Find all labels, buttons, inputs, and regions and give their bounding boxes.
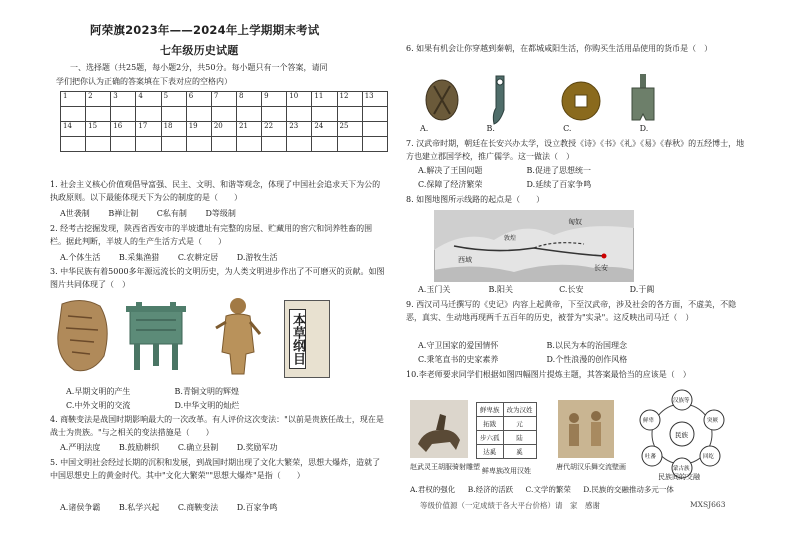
answer-cell[interactable]: 2 (86, 92, 111, 107)
caption-circle: 民族间的交融 (658, 473, 700, 481)
footer-text: 等级价值源（一定成绩于各大平台价格）请 家 感谢 (420, 501, 600, 510)
circle-node-label: 蒙古族 (673, 466, 690, 472)
answer-cell[interactable]: 9 (262, 92, 287, 107)
answer-blank[interactable] (111, 137, 136, 152)
q5-option-b[interactable]: B.私学兴起 (118, 503, 160, 512)
q8-options (418, 284, 670, 295)
surname-cell: 奚 (503, 445, 536, 459)
answer-blank[interactable] (287, 137, 312, 152)
caption-horse: 赵武灵王胡服骑射雕塑 (410, 463, 480, 471)
q7-option-a[interactable]: A.解决了王国问题 (418, 166, 483, 175)
answer-blank[interactable] (211, 107, 236, 122)
banliang-coin-image (560, 80, 602, 122)
map-label-changan: 长安 (594, 264, 608, 272)
answer-cell[interactable]: 13 (362, 92, 387, 107)
q8-option-a[interactable]: A.玉门关 (418, 285, 451, 294)
answer-blank[interactable] (61, 137, 86, 152)
answer-blank[interactable] (211, 137, 236, 152)
answer-cell[interactable]: 15 (86, 122, 111, 137)
answer-grid-row (61, 137, 388, 152)
answer-blank[interactable] (86, 137, 111, 152)
q9-option-d[interactable]: D.个性浪漫的创作风格 (546, 355, 628, 364)
q3-option-a[interactable]: A.早期文明的产生 (66, 387, 131, 396)
q6-option-b[interactable]: B. (486, 124, 495, 133)
map-label-xiongnu: 匈奴 (568, 218, 582, 226)
q7-options-row2 (418, 179, 607, 190)
spade-coin-image (628, 72, 658, 128)
statue-image (208, 294, 268, 378)
bone-inscription-image (52, 296, 114, 376)
caption-surname: 鲜卑族改用汉姓 (482, 467, 531, 475)
ethnic-circle-diagram (630, 388, 734, 480)
answer-cell[interactable]: 25 (337, 122, 362, 137)
answer-cell[interactable]: 3 (111, 92, 136, 107)
q5-option-c[interactable]: C.商鞅变法 (177, 503, 219, 512)
question-6: 6. 如果有机会让你穿越到秦朝，在都城咸阳生活，你购买生活用品使用的货币是（ ） (406, 44, 713, 53)
q8-option-c[interactable]: C.长安 (559, 285, 584, 294)
answer-blank[interactable] (236, 137, 261, 152)
question-5: 5. 中国文明社会经过长期的沉积和发展，到战国时期出现了文化大繁荣，思想大爆炸，造就了中国思想史上的黄金时代。其中"文化大繁荣""思想大爆炸"是指（ ） (50, 458, 381, 480)
q3-option-d[interactable]: D.中华文明的灿烂 (174, 401, 240, 410)
q4-option-d[interactable]: D.奖励军功 (236, 443, 278, 452)
surname-cell: 拓跋 (477, 417, 504, 431)
horse-statue-image (410, 400, 468, 458)
q6-options (420, 124, 664, 133)
q3-options-row2 (66, 400, 255, 411)
q4-option-a[interactable]: A.严明法度 (60, 443, 101, 452)
surname-cell: 陆 (503, 431, 536, 445)
question-10: 10.李老师要求同学们根据如图四幅图片提炼主题，其答案最恰当的应该是（ ） (406, 370, 691, 379)
answer-blank[interactable] (362, 107, 387, 122)
surname-cell: 改为汉姓 (503, 403, 536, 417)
q7-option-d[interactable]: D.延续了百家争鸣 (526, 180, 592, 189)
exam-code: MXSJ663 (690, 500, 726, 509)
answer-cell[interactable]: 16 (111, 122, 136, 137)
answer-blank[interactable] (337, 137, 362, 152)
answer-blank[interactable] (136, 137, 161, 152)
surname-cell: 步六孤 (477, 431, 504, 445)
exam-title: 阿荣旗2023年——2024年上学期期末考试 (90, 23, 320, 37)
bronze-ding-image (118, 300, 194, 374)
answer-cell[interactable]: 8 (236, 92, 261, 107)
answer-blank[interactable] (111, 107, 136, 122)
instruction-line1: 一、选择题（共25题，每小题2分，共50分。每小题只有一个答案，请同 (70, 63, 328, 72)
caption-mural: 唐代胡汉乐舞交流壁画 (556, 463, 626, 471)
q4-options (60, 442, 293, 453)
q7-option-b[interactable]: B.促进了思想统一 (526, 166, 591, 175)
answer-blank[interactable] (337, 107, 362, 122)
answer-cell[interactable]: 17 (136, 122, 161, 137)
question-8: 8. 如图地图所示线路的起点是（ ） (406, 195, 545, 204)
answer-cell[interactable]: 4 (136, 92, 161, 107)
q1-option-a[interactable]: A世袭制 (60, 209, 90, 218)
answer-blank[interactable] (186, 107, 211, 122)
answer-cell[interactable]: 22 (262, 122, 287, 137)
question-4: 4. 商鞅变法是战国时期影响最大的一次改革。有人评价这次变法："以前是贵族任战士，现在是战士为贵族。"与之相关的变法措施是（ ） (50, 415, 384, 437)
q4-option-c[interactable]: C.确立县制 (177, 443, 219, 452)
q7-option-c[interactable]: C.保障了经济繁荣 (418, 180, 483, 189)
q9-options-row1 (418, 340, 643, 351)
q8-option-b[interactable]: B.阳关 (488, 285, 513, 294)
answer-cell[interactable]: 23 (287, 122, 312, 137)
q8-option-d[interactable]: D.于阗 (629, 285, 655, 294)
q1-option-d[interactable]: D等级制 (205, 209, 236, 218)
map-label-xiyu: 西域 (458, 256, 472, 264)
answer-cell[interactable]: 20 (211, 122, 236, 137)
book-title: 本草纲目 (289, 309, 306, 369)
answer-blank[interactable] (362, 137, 387, 152)
q5-option-d[interactable]: D.百家争鸣 (236, 503, 278, 512)
q1-option-c[interactable]: C私有制 (156, 209, 187, 218)
q2-option-b[interactable]: B.采集渔猎 (118, 253, 160, 262)
answer-blank[interactable] (312, 107, 337, 122)
answer-blank[interactable] (236, 107, 261, 122)
knife-coin-image (488, 74, 510, 126)
question-7: 7. 汉武帝时期，朝廷在长安兴办太学，设立教授《诗》《书》《礼》《易》《春秋》的五经博士，地方也建立郡国学校，推广儒学。这一做法（ ） (406, 139, 745, 161)
q5-option-a[interactable]: A.诸侯争霸 (60, 503, 101, 512)
q7-options-row1 (418, 165, 607, 176)
exam-subtitle: 七年级历史试题 (160, 44, 239, 57)
q3-option-b[interactable]: B.青铜文明的辉煌 (174, 387, 239, 396)
q6-option-c[interactable]: C. (563, 124, 572, 133)
q10-options (410, 484, 690, 495)
q5-options (60, 502, 293, 513)
q1-options (60, 208, 252, 219)
q10-option-c[interactable]: C.文学的繁荣 (525, 485, 571, 494)
circle-center-label: 民族 (675, 431, 688, 439)
q10-option-b[interactable]: B.经济的活跃 (467, 485, 514, 494)
question-1: 1. 社会主义核心价值观倡导富强、民主、文明、和谐等观念，体现了中国社会追求天下为公的执政原则。以下最能体现天下为公的制度的是（ ） (50, 180, 381, 202)
surname-row (477, 417, 537, 431)
answer-cell[interactable]: 12 (337, 92, 362, 107)
q3-options-row1 (66, 386, 255, 397)
answer-grid-row (61, 92, 388, 107)
answer-cell[interactable]: 6 (186, 92, 211, 107)
bencao-gangmu-image (284, 300, 330, 378)
q6-option-a[interactable]: A. (420, 124, 429, 133)
q2-options (60, 252, 293, 263)
circle-node-label: 回纥 (703, 454, 715, 460)
map-label-dunhuang: 敦煌 (504, 235, 517, 242)
circle-node-label: 吐蕃 (645, 454, 657, 460)
q4-option-b[interactable]: B.鼓励耕织 (118, 443, 160, 452)
question-9: 9. 西汉司马迁撰写的《史记》内容上起黄帝，下至汉武帝，涉及社会的各方面，不虚美，不隐恶，真实、生动地再现两千五百年的历史，被誉为"实录"。这反映出司马迁（ ） (406, 300, 737, 322)
answer-blank[interactable] (287, 107, 312, 122)
mural-image (558, 400, 614, 458)
q10-option-a[interactable]: A.君权的强化 (410, 485, 456, 494)
q9-option-c[interactable]: C.秉笔直书的史家素养 (418, 355, 499, 364)
surname-cell: 鲜卑族 (477, 403, 504, 417)
instruction-line2: 学们把你认为正确的答案填在下表对应的空格内） (56, 77, 232, 86)
answer-cell[interactable]: 7 (211, 92, 236, 107)
answer-cell[interactable]: 1 (61, 92, 86, 107)
surname-row (477, 431, 537, 445)
q1-option-b[interactable]: B禅让制 (108, 209, 139, 218)
answer-cell[interactable]: 11 (312, 92, 337, 107)
q9-option-a[interactable]: A.守卫国家的爱国情怀 (418, 341, 499, 350)
answer-blank[interactable] (161, 107, 186, 122)
q2-option-c[interactable]: C.农耕定居 (177, 253, 219, 262)
silk-road-map (434, 210, 634, 282)
surname-table (476, 402, 537, 459)
answer-cell[interactable]: 21 (236, 122, 261, 137)
q6-option-d[interactable]: D. (639, 124, 649, 133)
question-3: 3. 中华民族有着5000多年源远流长的文明历史，为人类文明进步作出了不可磨灭的贡献。如图图片共同体现了（ ） (50, 267, 385, 289)
answer-cell[interactable]: 18 (161, 122, 186, 137)
q3-option-c[interactable]: C.中外文明的交流 (66, 401, 131, 410)
answer-blank[interactable] (262, 137, 287, 152)
answer-blank[interactable] (61, 107, 86, 122)
answer-cell[interactable]: 19 (186, 122, 211, 137)
answer-blank[interactable] (86, 107, 111, 122)
answer-blank[interactable] (186, 137, 211, 152)
answer-cell[interactable]: 14 (61, 122, 86, 137)
answer-grid-row (61, 122, 388, 137)
answer-blank[interactable] (136, 107, 161, 122)
answer-cell[interactable]: 24 (312, 122, 337, 137)
q9-options-row2 (418, 354, 643, 365)
answer-blank[interactable] (161, 137, 186, 152)
answer-cell[interactable]: 10 (287, 92, 312, 107)
answer-blank[interactable] (262, 107, 287, 122)
answer-grid (60, 91, 388, 152)
circle-node-label: 鲜卑 (643, 418, 655, 424)
answer-grid-row (61, 107, 388, 122)
surname-cell: 达奚 (477, 445, 504, 459)
q2-option-d[interactable]: D.游牧生活 (236, 253, 278, 262)
surname-row (477, 403, 537, 417)
surname-cell: 元 (503, 417, 536, 431)
shell-coin-image (422, 78, 462, 122)
answer-blank[interactable] (312, 137, 337, 152)
surname-row (477, 445, 537, 459)
q10-option-d[interactable]: D.民族的交融推动多元一体 (583, 485, 674, 494)
question-2: 2. 经考古挖掘发现，陕西省西安市的半坡遗址有完整的房屋、贮藏用的窖穴和饲养牲畜的围栏。据此判断，半坡人的生产生活方式是（ ） (50, 224, 373, 246)
q9-option-b[interactable]: B.以民为本的治国理念 (546, 341, 627, 350)
circle-node-label: 突厥 (707, 418, 719, 424)
circle-node-label: 汉族等 (673, 398, 690, 404)
answer-cell[interactable] (362, 122, 387, 137)
q2-option-a[interactable]: A.个体生活 (60, 253, 101, 262)
answer-cell[interactable]: 5 (161, 92, 186, 107)
